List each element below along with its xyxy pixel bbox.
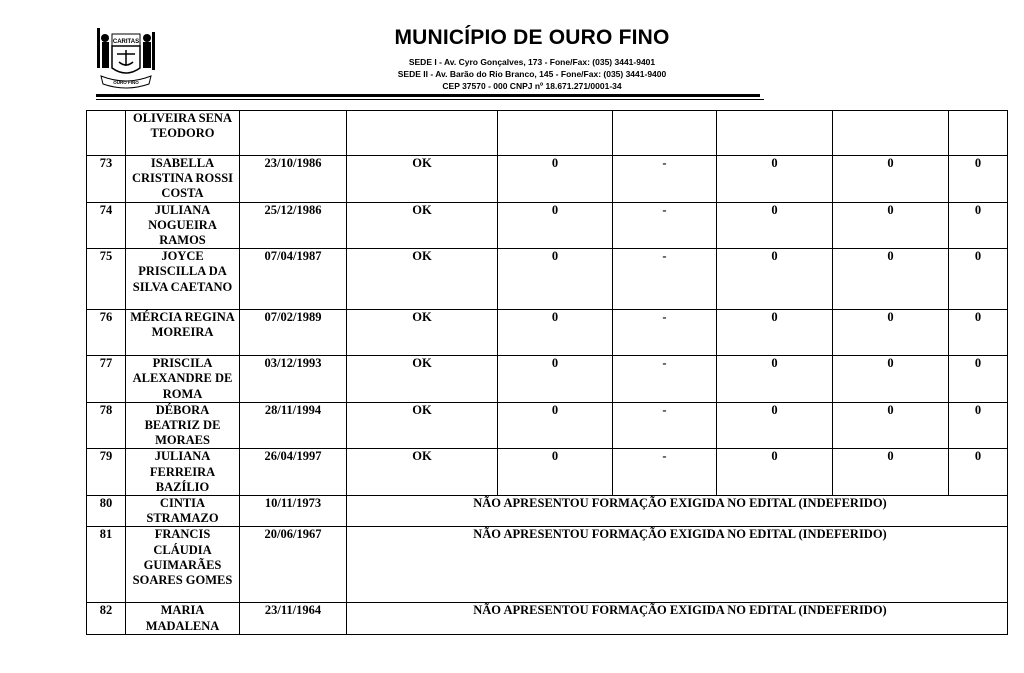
table-row-rejected [87,496,1008,527]
cell-score: - [613,202,717,249]
cell-score: 0 [833,402,949,449]
cell-score: 0 [833,356,949,403]
cell-number: 78 [87,402,126,449]
cell-score: 0 [833,310,949,356]
cell-score [949,111,1008,156]
table-row [87,310,1008,356]
cell-score: 0 [949,202,1008,249]
table-row-rejected [87,603,1008,634]
cell-rejection-note: NÃO APRESENTOU FORMAÇÃO EXIGIDA NO EDITAL (INDEFERIDO) [347,496,1008,527]
cell-score: 0 [717,356,833,403]
cell-name: MARIA MADALENA [126,603,240,634]
svg-text:CARITAS: CARITAS [112,39,140,45]
cell-name: CINTIA STRAMAZO [126,496,240,527]
cell-score: 0 [498,156,613,203]
table-row [87,449,1008,496]
cell-birthdate: 10/11/1973 [240,496,347,527]
cell-score: 0 [717,402,833,449]
cell-score: 0 [717,310,833,356]
cell-score: 0 [498,249,613,310]
cell-score: - [613,249,717,310]
cell-name: DÉBORA BEATRIZ DE MORAES [126,402,240,449]
cell-status: OK [347,202,498,249]
cell-number [87,111,126,156]
cell-status: OK [347,356,498,403]
cell-name: JOYCE PRISCILLA DA SILVA CAETANO [126,249,240,310]
table-row [87,111,1008,156]
cell-birthdate: 20/06/1967 [240,527,347,603]
cell-number: 81 [87,527,126,603]
cell-birthdate: 26/04/1997 [240,449,347,496]
cell-rejection-note: NÃO APRESENTOU FORMAÇÃO EXIGIDA NO EDITAL (INDEFERIDO) [347,527,1008,603]
candidates-table [86,110,1008,635]
cell-birthdate: 28/11/1994 [240,402,347,449]
cell-status: OK [347,449,498,496]
cell-birthdate: 23/11/1964 [240,603,347,634]
cell-status [347,111,498,156]
cell-status: OK [347,249,498,310]
table-row [87,356,1008,403]
cell-name: FRANCIS CLÁUDIA GUIMARÃES SOARES GOMES [126,527,240,603]
cell-number: 80 [87,496,126,527]
cell-score: 0 [833,449,949,496]
cell-score: 0 [498,402,613,449]
table-row [87,249,1008,310]
cell-score: 0 [833,249,949,310]
cell-score: - [613,310,717,356]
cell-birthdate [240,111,347,156]
cell-score: 0 [498,356,613,403]
table-row [87,202,1008,249]
cell-score: 0 [949,449,1008,496]
cell-score: 0 [833,202,949,249]
cell-rejection-note: NÃO APRESENTOU FORMAÇÃO EXIGIDA NO EDITAL (INDEFERIDO) [347,603,1008,634]
municipal-crest-icon [93,24,159,92]
letterhead [0,0,1024,104]
table-body [87,111,1008,635]
cell-score [498,111,613,156]
cell-score: - [613,449,717,496]
cell-number: 73 [87,156,126,203]
cell-number: 77 [87,356,126,403]
cell-name: JULIANA FERREIRA BAZÍLIO [126,449,240,496]
cell-number: 82 [87,603,126,634]
cell-birthdate: 07/04/1987 [240,249,347,310]
cell-score: 0 [949,156,1008,203]
cell-score: 0 [833,156,949,203]
cell-score: 0 [717,249,833,310]
cell-score: 0 [949,310,1008,356]
address-line-1: SEDE I - Av. Cyro Gonçalves, 173 - Fone/Fax: (035) 3441-9401 [408,57,656,67]
header-rule-thick [96,94,760,97]
cell-score: - [613,356,717,403]
table-row-rejected [87,527,1008,603]
cell-score: 0 [717,156,833,203]
table-row [87,156,1008,203]
cell-score: 0 [949,356,1008,403]
cell-number: 79 [87,449,126,496]
cell-score: 0 [717,449,833,496]
cell-name: OLIVEIRA SENA TEODORO [126,111,240,156]
cell-score: 0 [949,249,1008,310]
cell-score: 0 [949,402,1008,449]
cell-score [613,111,717,156]
cell-score: - [613,156,717,203]
cell-score: - [613,402,717,449]
address-line-3: CEP 37570 - 000 CNPJ nº 18.671.271/0001-34 [442,81,622,91]
cell-score [833,111,949,156]
cell-score: 0 [498,310,613,356]
cell-status: OK [347,156,498,203]
cell-name: PRISCILA ALEXANDRE DE ROMA [126,356,240,403]
cell-name: MÉRCIA REGINA MOREIRA [126,310,240,356]
cell-birthdate: 23/10/1986 [240,156,347,203]
municipality-title: MUNICÍPIO DE OURO FINO [394,26,670,49]
cell-number: 76 [87,310,126,356]
cell-birthdate: 25/12/1986 [240,202,347,249]
cell-score [717,111,833,156]
cell-score: 0 [498,202,613,249]
cell-birthdate: 03/12/1993 [240,356,347,403]
header-rule-thin [96,99,764,100]
svg-text:OURO FINO: OURO FINO [113,80,139,85]
cell-score: 0 [498,449,613,496]
address-line-2: SEDE II - Av. Barão do Rio Branco, 145 - Fone/Fax: (035) 3441-9400 [397,69,667,79]
cell-number: 74 [87,202,126,249]
cell-number: 75 [87,249,126,310]
cell-status: OK [347,310,498,356]
table-row [87,402,1008,449]
cell-birthdate: 07/02/1989 [240,310,347,356]
cell-name: JULIANA NOGUEIRA RAMOS [126,202,240,249]
cell-score: 0 [717,202,833,249]
cell-name: ISABELLA CRISTINA ROSSI COSTA [126,156,240,203]
cell-status: OK [347,402,498,449]
